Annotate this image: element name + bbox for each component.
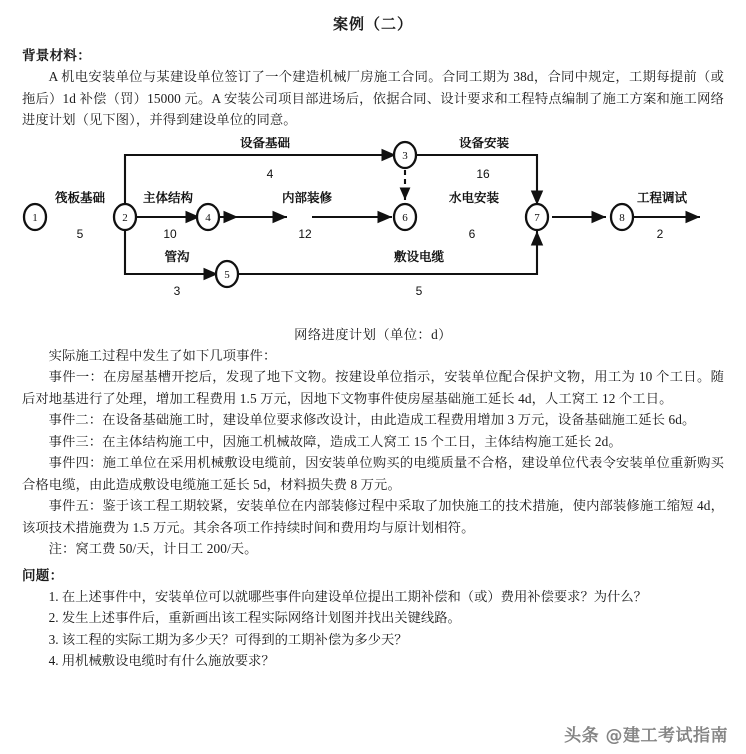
edge-1-2-name: 筏板基础 [54,190,106,205]
edge-7-8-name: 工程调试 [636,190,688,205]
node-8-label: 8 [619,211,625,224]
document-page [0,13,746,754]
edge-4-6-name: 内部装修 [281,190,333,205]
edge-3-7-duration: 16 [476,166,490,181]
network-diagram-svg [22,137,724,317]
question-1: 1. 在上述事件中，安装单位可以就哪些事件向建设单位提出工期补偿和（或）费用补偿要求？为什么？ [48,588,647,604]
edge-7-8-duration: 2 [656,226,664,241]
background-paragraph: A 机电安装单位与某建设单位签订了一个建造机械厂房施工合同。合同工期为 38d，合同中规定，工期每提前（或拖后）1d 补偿（罚）15000 元。A 安装公司项目部进场后，依据合同、设计要求和工程特点编制了施工方案和施工网络进度计划（见下图），并得到建设单位的同意。 [22,69,724,127]
edge-5-7-duration: 5 [415,283,423,298]
edge-6-7-duration: 6 [468,226,476,241]
background-heading: 背景材料： [22,48,91,63]
event-4: 事件四：施工单位在采用机械敷设电缆前，因安装单位购买的电缆质量不合格，建设单位代表令安装单位重新购买合格电缆，由此造成敷设电缆施工延长 5d，材料损失费 8 万元。 [22,455,724,492]
edge-5-7-line [236,231,537,274]
figure-caption: 网络进度计划（单位：d） [294,326,452,342]
edge-5-7-name: 敷设电缆 [393,249,445,264]
questions-list [22,586,724,672]
question-2: 2. 发生上述事件后，重新画出该工程实际网络计划图并找出关键线路。 [48,610,461,625]
page-title: 案例（二） [332,16,413,33]
node-6-label: 6 [402,211,408,224]
edge-1-2-duration: 5 [76,226,84,241]
edge-4-6-duration: 12 [298,226,312,241]
node-7-label: 7 [534,211,540,224]
question-3: 3. 该工程的实际工期为多少天？可得到的工期补偿为多少天？ [48,631,408,647]
edge-2-5-name: 管沟 [164,249,190,264]
edge-2-5-duration: 3 [173,283,181,298]
node-4-label: 4 [205,211,211,224]
questions-heading: 问题： [22,567,64,583]
edge-2-3-name: 设备基础 [239,136,291,150]
edge-2-3-duration: 4 [266,166,274,181]
event-3: 事件三：在主体结构施工中，因施工机械故障，造成工人窝工 15 个工日，主体结构施工延长 2d。 [48,433,622,449]
edge-2-3-line [125,155,396,217]
edge-2-4-duration: 10 [163,226,177,241]
question-4: 4. 用机械敷设电缆时有什么施放要求？ [48,653,275,668]
edge-6-7-name: 水电安装 [448,190,500,205]
events-lead: 实际施工过程中发生了如下几项事件： [48,347,277,363]
edge-3-7-name: 设备安装 [458,136,510,150]
event-2: 事件二：在设备基础施工时，建设单位要求修改设计，由此造成工程费用增加 3 万元，设备基础施工延长 6d。 [48,412,696,427]
note-text: 注：窝工费 50/天，计日工 200/天。 [48,541,258,556]
event-5: 事件五：鉴于该工程工期较紧，安装单位在内部装修过程中采取了加快施工的技术措施，使内部装修施工缩短 4d，该项技术措施费为 1.5 万元。其余各项工作持续时间和费用均与原计划相符。 [22,498,724,535]
watermark: 头条 @建工考试指南 [564,726,728,746]
diagram-nodes [24,142,633,287]
node-1-label: 1 [32,211,38,224]
event-1: 事件一：在房屋基槽开挖后，发现了地下文物。按建设单位指示，安装单位配合保护文物，用工为 10 个工日。随后对地基进行了处理，增加工程费用 1.5 万元，因地下文物事件使房屋基础施工延长 4d，人工窝工 12 个工日。 [22,369,724,406]
node-2-label: 2 [122,211,128,224]
node-5-label: 5 [224,268,230,281]
node-3-label: 3 [402,149,408,162]
network-diagram-figure [22,137,724,343]
edge-2-4-name: 主体结构 [142,190,194,205]
